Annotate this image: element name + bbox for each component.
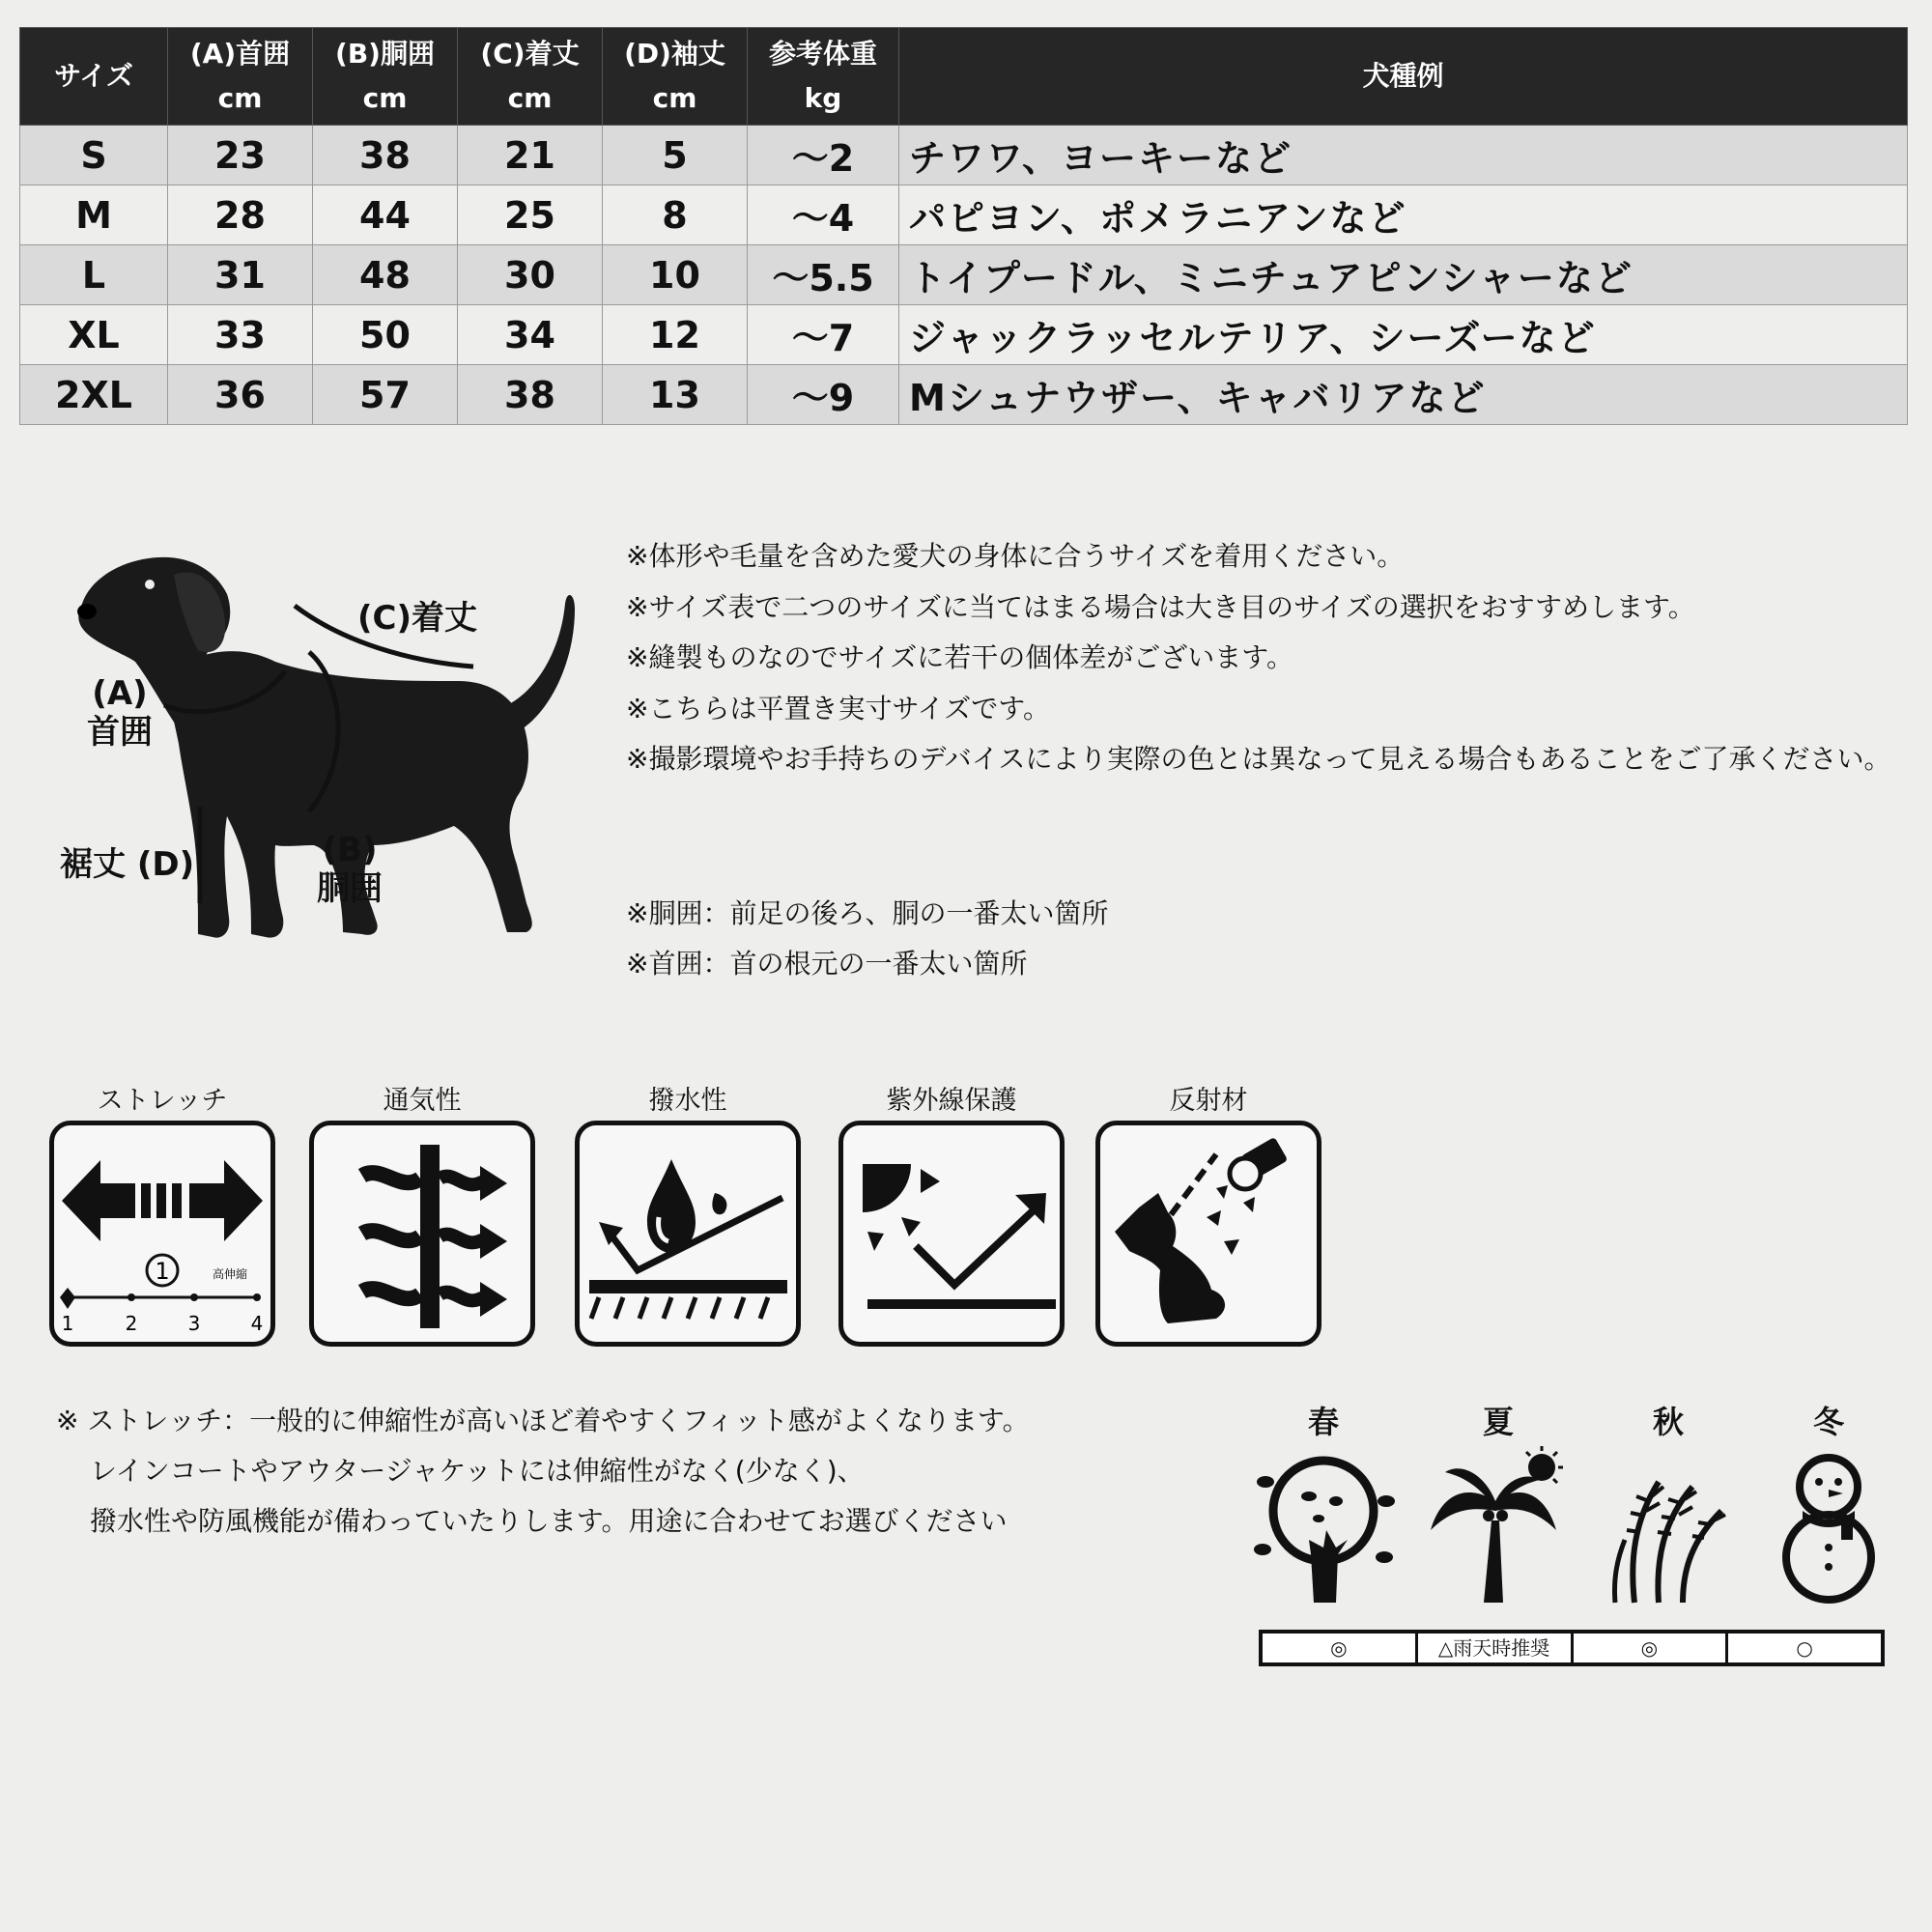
- cell-length: 21: [458, 126, 603, 185]
- table-row: [20, 305, 1908, 365]
- spring-tree-icon: [1251, 1443, 1396, 1607]
- cell-weight: ～7: [748, 305, 899, 365]
- season-summer: [1431, 1401, 1566, 1611]
- feature-title: 通気性: [383, 1086, 462, 1116]
- label-chest: [317, 831, 383, 908]
- cell-breed: ジャックラッセルテリア、シーズーなど: [899, 305, 1908, 365]
- cell-weight: ～5.5: [748, 245, 899, 305]
- note-line: ※サイズ表で二つのサイズに当てはまる場合は大き目のサイズの選択をおすすめします。: [626, 590, 1695, 623]
- cell-length: 34: [458, 305, 603, 365]
- cell-neck: 23: [168, 126, 313, 185]
- cell-size: S: [20, 126, 168, 185]
- stretch-note-line: レインコートやアウタージャケットには伸縮性がなく(少なく)、: [90, 1455, 865, 1487]
- cell-neck: 36: [168, 365, 313, 425]
- cell-chest: 44: [313, 185, 458, 245]
- season-rating: ◎: [1574, 1634, 1729, 1662]
- cell-breed: パピヨン、ポメラニアンなど: [899, 185, 1908, 245]
- cell-neck: 28: [168, 185, 313, 245]
- uv-protection-icon: [838, 1121, 1065, 1347]
- autumn-grass-icon: [1596, 1443, 1741, 1607]
- stretch-tick: 1: [61, 1312, 74, 1335]
- table-row: [20, 185, 1908, 245]
- cell-size: M: [20, 185, 168, 245]
- header-neck: (A)首囲 cm: [168, 28, 313, 126]
- cell-breed: チワワ、ヨーキーなど: [899, 126, 1908, 185]
- label-chest-code: (B): [322, 831, 378, 869]
- size-table: [19, 27, 1908, 425]
- stretch-note: [56, 1396, 1030, 1547]
- cell-length: 25: [458, 185, 603, 245]
- note-line: ※体形や毛量を含めた愛犬の身体に合うサイズを着用ください。: [626, 540, 1405, 572]
- stretch-tick: 3: [187, 1312, 201, 1335]
- measure-note-line: ※胴囲：前足の後ろ、胴の一番太い箇所: [626, 897, 1109, 929]
- season-name: 夏: [1482, 1404, 1514, 1440]
- feature-title: 撥水性: [648, 1086, 727, 1116]
- cell-length: 38: [458, 365, 603, 425]
- season-autumn: [1601, 1401, 1736, 1611]
- feature-title: 紫外線保護: [886, 1086, 1017, 1116]
- header-size: サイズ: [20, 28, 168, 126]
- measure-note-line: ※首囲：首の根元の一番太い箇所: [626, 948, 1028, 980]
- label-chest-text: 胴囲: [317, 869, 383, 908]
- breathable-icon: [309, 1121, 535, 1347]
- label-length: (C)着丈: [357, 599, 478, 638]
- header-chest: (B)胴囲 cm: [313, 28, 458, 126]
- notes: [626, 531, 1901, 785]
- cell-size: L: [20, 245, 168, 305]
- season-spring: [1256, 1401, 1391, 1611]
- cell-length: 30: [458, 245, 603, 305]
- cell-sleeve: 13: [603, 365, 748, 425]
- table-row: [20, 245, 1908, 305]
- summer-palm-icon: [1426, 1443, 1571, 1607]
- season-ratings: [1259, 1630, 1885, 1666]
- note-line: ※撮影環境やお手持ちのデバイスにより実際の色とは異なって見える場合もあることをご了承ください。: [626, 743, 1891, 775]
- season-name: 秋: [1652, 1404, 1684, 1440]
- feature-stretch: [46, 1082, 278, 1347]
- stretch-icon: [49, 1121, 275, 1347]
- cell-neck: 31: [168, 245, 313, 305]
- water-repellent-icon: [575, 1121, 801, 1347]
- note-line: ※縫製ものなのでサイズに若干の個体差がございます。: [626, 641, 1293, 673]
- cell-sleeve: 5: [603, 126, 748, 185]
- cell-breed: Mシュナウザー、キャバリアなど: [899, 365, 1908, 425]
- cell-breed: トイプードル、ミニチュアピンシャーなど: [899, 245, 1908, 305]
- cell-chest: 57: [313, 365, 458, 425]
- header-weight: 参考体重 kg: [748, 28, 899, 126]
- feature-breathable: [306, 1082, 538, 1347]
- season-winter: [1761, 1401, 1896, 1611]
- winter-snowman-icon: [1756, 1443, 1901, 1607]
- label-neck-text: 首囲: [87, 713, 153, 752]
- table-row: [20, 126, 1908, 185]
- header-length: (C)着丈 cm: [458, 28, 603, 126]
- stretch-tick: 2: [125, 1312, 138, 1335]
- note-line: ※こちらは平置き実寸サイズです。: [626, 692, 1050, 724]
- table-row: [20, 365, 1908, 425]
- cell-chest: 38: [313, 126, 458, 185]
- cell-sleeve: 10: [603, 245, 748, 305]
- label-neck: [87, 674, 153, 752]
- cell-chest: 48: [313, 245, 458, 305]
- header-sleeve: (D)袖丈 cm: [603, 28, 748, 126]
- stretch-high-label: 高伸縮: [212, 1267, 247, 1281]
- season-name: 春: [1307, 1404, 1339, 1440]
- feature-reflective: [1093, 1082, 1324, 1347]
- feature-water-repellent: [572, 1082, 804, 1347]
- stretch-level-marker: [60, 1288, 75, 1309]
- measure-notes: [626, 889, 1108, 989]
- cell-weight: ～4: [748, 185, 899, 245]
- season-rating: ○: [1796, 1636, 1813, 1660]
- feature-title: ストレッチ: [97, 1086, 228, 1116]
- cell-weight: ～9: [748, 365, 899, 425]
- cell-neck: 33: [168, 305, 313, 365]
- feature-title: 反射材: [1169, 1086, 1248, 1116]
- stretch-note-line: 撥水性や防風機能が備わっていたりします。用途に合わせてお選びください: [90, 1505, 1008, 1537]
- season-name: 冬: [1812, 1404, 1844, 1440]
- cell-chest: 50: [313, 305, 458, 365]
- cell-size: 2XL: [20, 365, 168, 425]
- size-table-header: [20, 28, 1908, 126]
- reflective-icon: [1095, 1121, 1321, 1347]
- stretch-selected-value: 1: [155, 1258, 170, 1285]
- cell-sleeve: 8: [603, 185, 748, 245]
- cell-weight: ～2: [748, 126, 899, 185]
- stretch-note-line: ※ ストレッチ：一般的に伸縮性が高いほど着やすくフィット感がよくなります。: [56, 1405, 1030, 1436]
- header-breed: 犬種例: [899, 28, 1908, 126]
- feature-uv-protection: [836, 1082, 1067, 1347]
- cell-sleeve: 12: [603, 305, 748, 365]
- cell-size: XL: [20, 305, 168, 365]
- label-neck-code: (A): [92, 674, 148, 713]
- season-rating: △雨天時推奨: [1418, 1634, 1574, 1662]
- stretch-tick: 4: [250, 1312, 264, 1335]
- season-rating: ◎: [1263, 1634, 1418, 1662]
- label-sleeve: 裾丈 (D): [60, 845, 195, 884]
